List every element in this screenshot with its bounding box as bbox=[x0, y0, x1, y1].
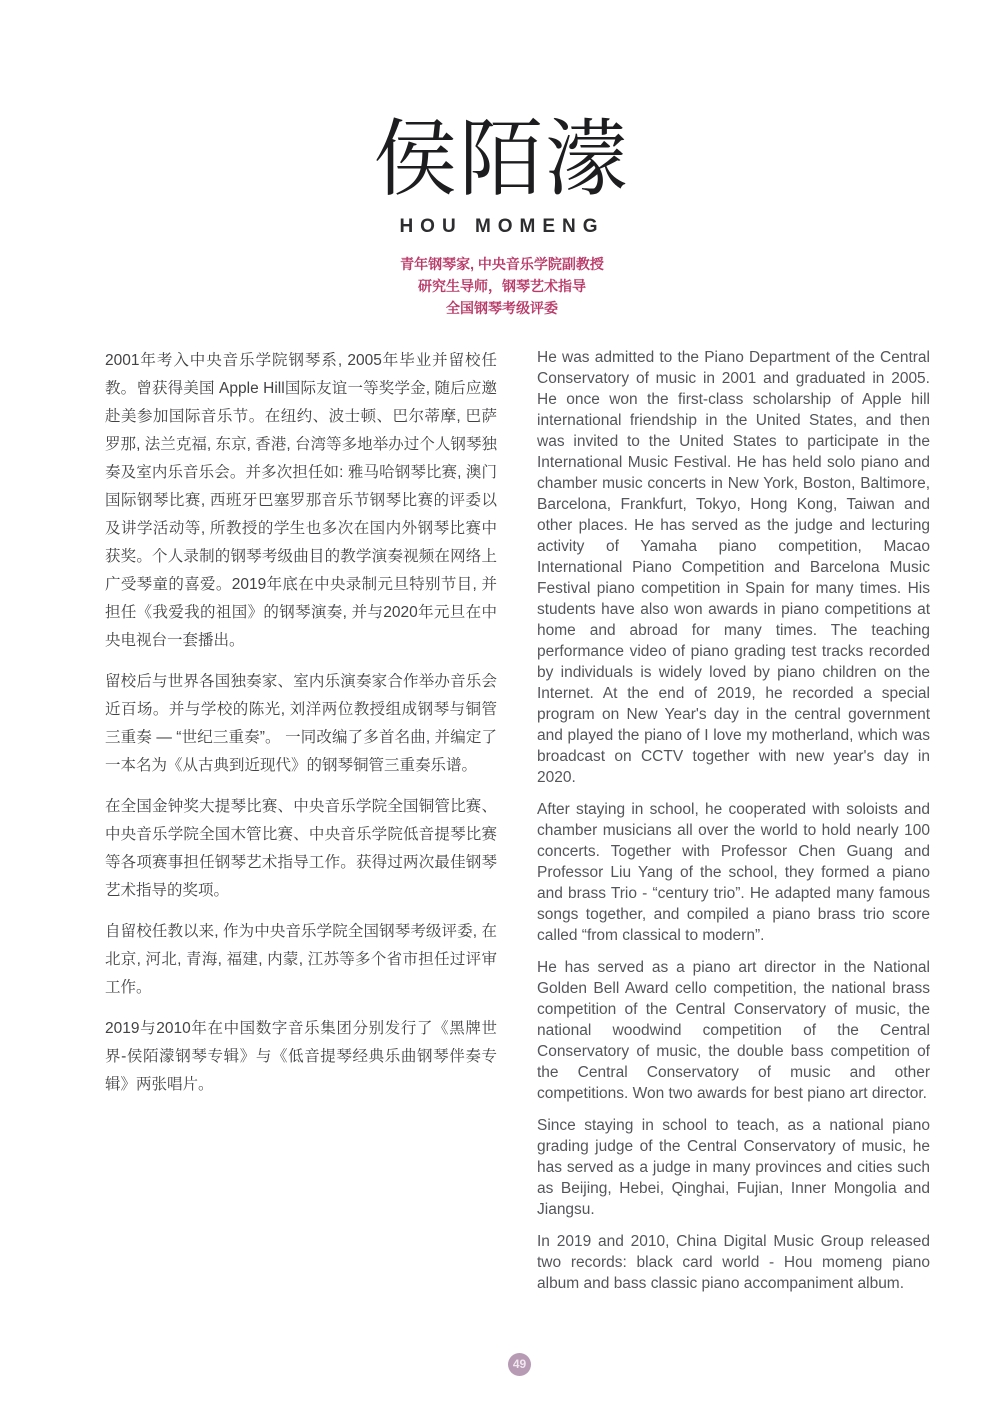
chinese-paragraph: 留校后与世界各国独奏家、室内乐演奏家合作举办音乐会近百场。并与学校的陈光, 刘洋两位教授组成钢琴与铜管三重奏 — “世纪三重奏”。 一同改编了多首名曲, 并编定了一本名为《从古典到近现代》的钢琴铜管三重奏乐谱。 bbox=[105, 673, 497, 775]
page-title-chinese: 侯陌濛 bbox=[372, 110, 631, 208]
english-paragraph: After staying in school, he cooperated with soloists and chamber musicians all over the world to hold nearly 100 concerts. Together with Professor Chen Guang and Professor Liu Yang of the school, they formed a piano and brass Trio - “century trio”. He adapted many famous songs together, and compiled a piano brass trio score called “from classical to modern”. bbox=[537, 801, 930, 945]
english-biography-column bbox=[537, 347, 930, 1305]
credential-line: 全国钢琴考级评委 bbox=[446, 300, 558, 317]
english-paragraph: He has served as a piano art director in the National Golden Bell Award cello competition, the national brass competition of the Central Conservatory of music, the national woodwind competition of the Central Conservatory of music, the double bass competition of the Central Conservatory of music and other competitions. Won two awards for best piano art director. bbox=[537, 959, 930, 1103]
page-title-romanized: HOU MOMENG bbox=[399, 216, 605, 238]
chinese-paragraph: 2001年考入中央音乐学院钢琴系, 2005年毕业并留校任教。曾获得美国 Apple Hill国际友谊一等奖学金, 随后应邀赴美参加国际音乐节。在纽约、波士顿、巴尔蒂摩, 巴萨罗那, 法兰克福, 东京, 香港, 台湾等多地举办过个人钢琴独奏及室内乐音乐会。并多次担任如: 雅马哈钢琴比赛, 澳门国际钢琴比赛, 西班牙巴塞罗那音乐节钢琴比赛的评委以及讲学活动等, 所教授的学生也多次在国内外钢琴比赛中获奖。个人录制的钢琴考级曲目的教学演奏视频在网络上广受琴童的喜爱。2019年底在中央录制元旦特别节目, 并担任《我爱我的祖国》的钢琴演奏, 并与2020年元旦在中央电视台一套播出。 bbox=[105, 352, 497, 650]
two-column-body bbox=[0, 347, 1004, 1305]
credential-line: 青年钢琴家, 中央音乐学院副教授 bbox=[400, 256, 604, 273]
credential-line: 研究生导师，钢琴艺术指导 bbox=[418, 278, 586, 295]
page-number-badge: 49 bbox=[508, 1353, 531, 1376]
chinese-paragraph: 2019与2010年在中国数字音乐集团分别发行了《黑牌世界-侯陌濛钢琴专辑》与《低音提琴经典乐曲钢琴伴奏专辑》两张唱片。 bbox=[105, 1020, 497, 1094]
english-paragraph: Since staying in school to teach, as a national piano grading judge of the Central Conservatory of music, he has served as a judge in many provinces and cities such as Beijing, Hebei, Qinghai, Fujian, Inner Mongolia and Jiangsu. bbox=[537, 1117, 930, 1219]
credentials-subtitle bbox=[0, 253, 1004, 319]
english-paragraph: In 2019 and 2010, China Digital Music Group released two records: black card world - Hou momeng piano album and bass classic piano accompaniment album. bbox=[537, 1233, 930, 1293]
chinese-paragraph: 在全国金钟奖大提琴比赛、中央音乐学院全国铜管比赛、中央音乐学院全国木管比赛、中央音乐学院低音提琴比赛等各项赛事担任钢琴艺术指导工作。获得过两次最佳钢琴艺术指导的奖项。 bbox=[105, 798, 497, 900]
chinese-paragraph: 自留校任教以来, 作为中央音乐学院全国钢琴考级评委, 在北京, 河北, 青海, 福建, 内蒙, 江苏等多个省市担任过评审工作。 bbox=[105, 923, 497, 997]
page-header bbox=[0, 0, 1004, 319]
chinese-biography-column bbox=[105, 347, 497, 1305]
english-paragraph: He was admitted to the Piano Department of the Central Conservatory of music in 2001 and graduated in 2005. He once won the first-class scholarship of Apple hill international friendship in the United States, and then was invited to the United States to participate in the International Music Festival. He has held solo piano and chamber music concerts in New York, Boston, Baltimore, Barcelona, Frankfurt, Tokyo, Hong Kong, Taiwan and other places. He has served as the judge and lecturing activity of Yamaha piano competition, Macao International Piano Competition and Barcelona Music Festival piano competition in Spain for many times. His students have also won awards in piano competitions at home and abroad for many times. The teaching performance video of piano grading test tracks recorded by individuals is widely loved by piano children on the Internet. At the end of 2019, he recorded a special program on New Year's day in the central government and played the piano of I love my motherland, which was broadcast on CCTV together with new year's day in 2020. bbox=[537, 349, 930, 787]
